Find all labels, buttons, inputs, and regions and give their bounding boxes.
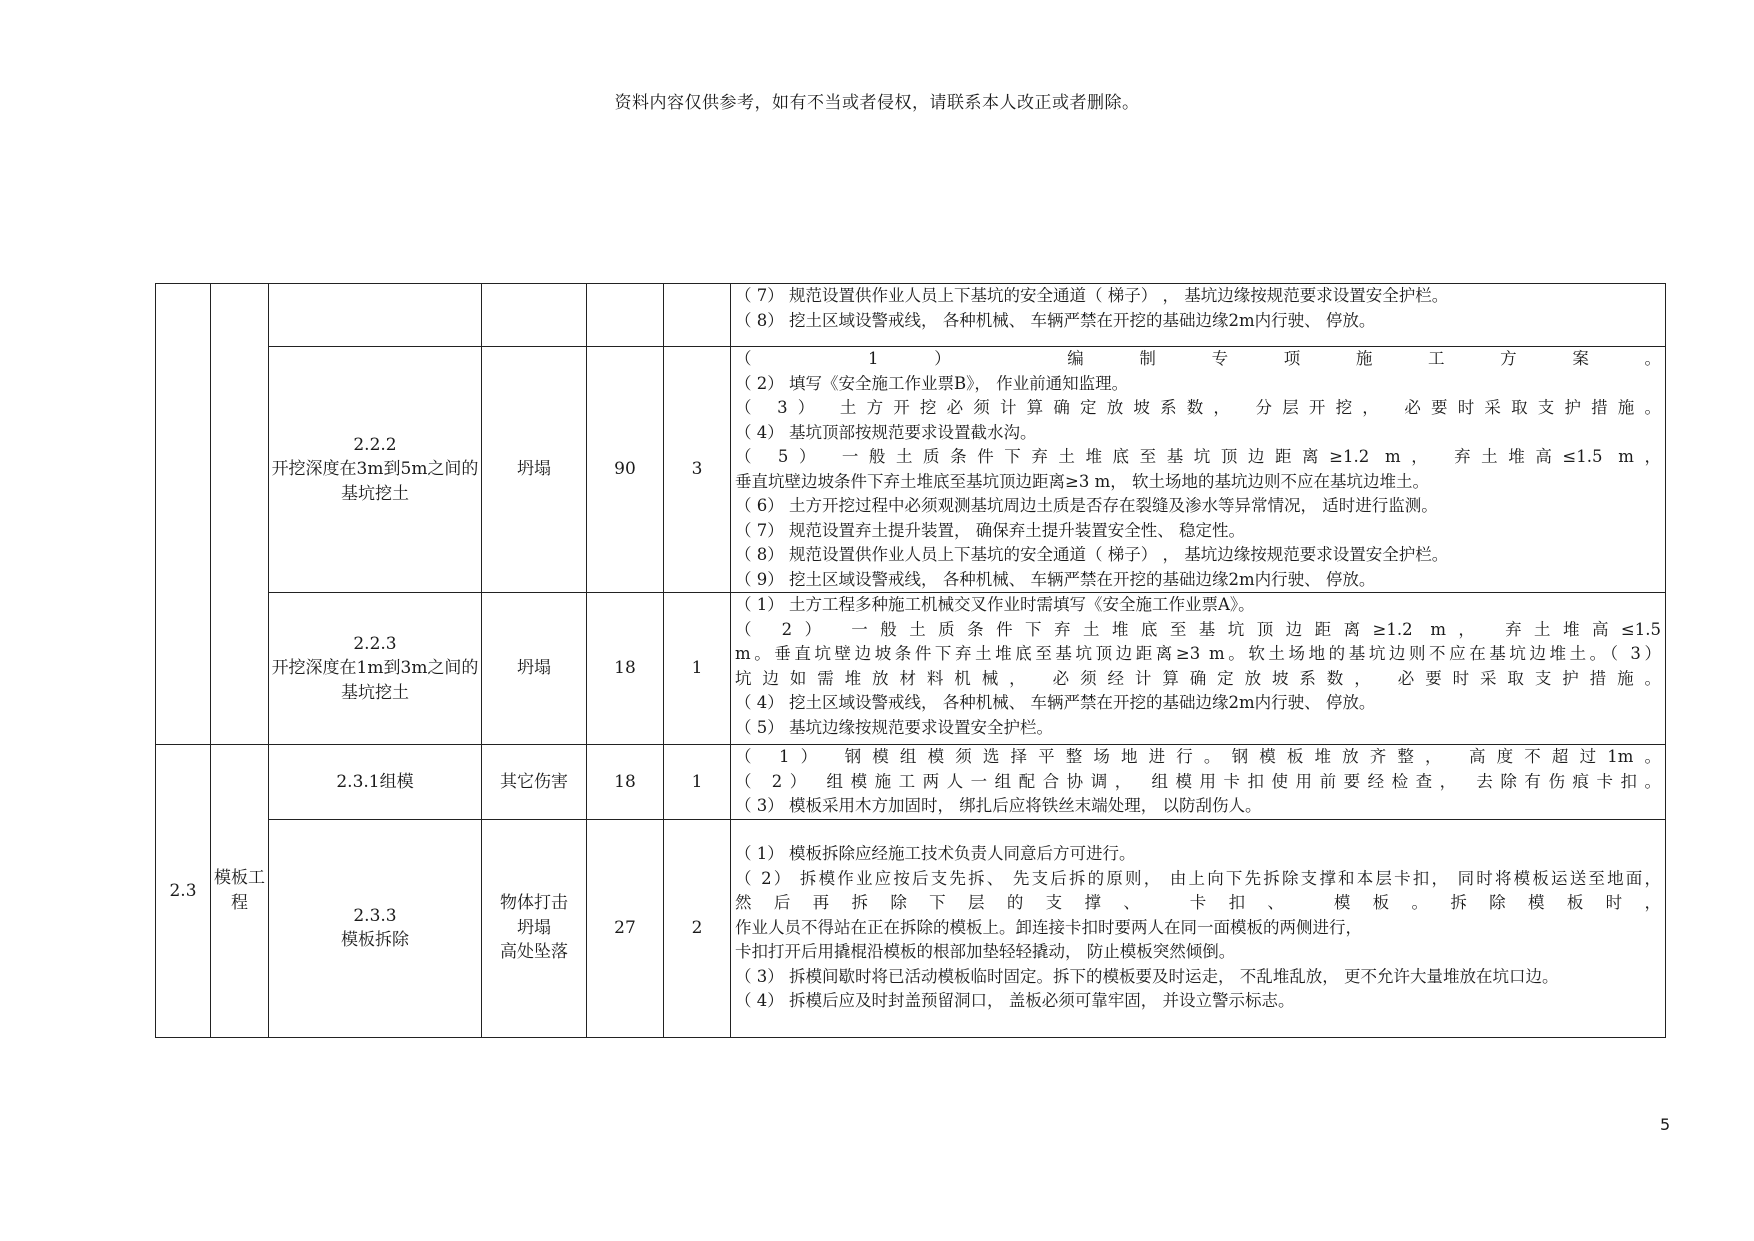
- measure-line: （ 3） 模板采用木方加固时， 绑扎后应将铁丝末端处理， 以防刮伤人。: [735, 796, 1262, 815]
- item-cell: [269, 593, 482, 745]
- measure-line: （ 1） 模板拆除应经施工技术负责人同意后方可进行。: [735, 844, 1136, 864]
- measure-line: （ 4） 挖土区域设警戒线， 各种机械、 车辆严禁在开挖的基础边缘2m内行驶、 停放。: [735, 693, 1376, 712]
- measure-line: （ 4） 基坑顶部按规范要求设置截水沟。: [735, 422, 1037, 442]
- hazard-type: 物体打击: [500, 893, 568, 914]
- item-name: 模板拆除: [341, 930, 409, 950]
- item-code: 2.2.2: [353, 434, 397, 455]
- measure-line: （ 1） 土方工程多种施工机械交叉作业时需填写《安全施工作业票A》。: [735, 595, 1255, 614]
- section-name-cell: [211, 745, 269, 1038]
- item-name: 开挖深度在1m到3m之间的: [271, 658, 479, 679]
- section-name: 模板工: [214, 868, 265, 889]
- measure-line: 坑边如需堆放材料机械， 必须经计算确定放坡系数， 必要时采取支护措施。: [735, 668, 1661, 688]
- page-number: 5: [1660, 1115, 1671, 1134]
- level-cell: 1: [664, 745, 731, 820]
- section-no-cell: 2.3: [156, 745, 211, 1038]
- measure-line: （ 1） 编制专项施工方案。: [735, 349, 1661, 368]
- level-cell: [664, 284, 731, 347]
- measures-cell: [731, 819, 1666, 1037]
- header-note: 资料内容仅供参考，如有不当或者侵权，请联系本人改正或者删除。: [614, 93, 1140, 113]
- item-name: 开挖深度在3m到5m之间的: [271, 459, 479, 480]
- item-cell: [269, 819, 482, 1037]
- hazard-cell: [482, 284, 587, 347]
- measure-line: 卡扣打开后用撬棍沿模板的根部加垫轻轻撬动， 防止模板突然倾倒。: [735, 942, 1236, 962]
- table-row: [156, 284, 1666, 347]
- level-cell: 2: [664, 819, 731, 1037]
- measure-line: （ 9） 挖土区域设警戒线， 各种机械、 车辆严禁在开挖的基础边缘2m内行驶、 停放。: [735, 569, 1376, 589]
- measure-line: （ 8） 规范设置供作业人员上下基坑的安全通道（ 梯子） ， 基坑边缘按规范要求设置安全护栏。: [735, 545, 1449, 564]
- measures-cell: [731, 347, 1666, 593]
- item-cell: [269, 347, 482, 593]
- score-cell: 90: [587, 347, 664, 593]
- hazard-cell: 坍塌: [482, 593, 587, 745]
- measure-line: （ 6） 土方开挖过程中必须观测基坑周边土质是否存在裂缝及渗水等异常情况， 适时进行监测。: [735, 496, 1438, 515]
- level-cell: 1: [664, 593, 731, 745]
- measure-line: （ 2） 组模施工两人一组配合协调， 组模用卡扣使用前要经检查， 去除有伤痕卡扣。: [735, 771, 1661, 791]
- measure-line: m。垂直坑壁边坡条件下弃土堆底至基坑顶边距离≥3 m。软土场地的基坑边则不应在基坑边堆土。（ 3）: [735, 644, 1661, 663]
- item-name: 基坑挖土: [341, 483, 409, 504]
- hazard-cell: [482, 819, 587, 1037]
- item-code: 2.3.3: [353, 905, 397, 926]
- measure-line: （ 2） 拆模作业应按后支先拆、 先支后拆的原则， 由上向下先拆除支撑和本层卡扣， 同时将模板运送至地面，: [735, 868, 1661, 888]
- measure-line: （ 2） 一般土质条件下弃土堆底至基坑顶边距离≥1.2 m， 弃土堆高≤1.5: [735, 619, 1661, 639]
- table-row: [156, 593, 1666, 745]
- measure-line: （ 3） 拆模间歇时将已活动模板临时固定。拆下的模板要及时运走， 不乱堆乱放， 更不允许大量堆放在坑口边。: [735, 966, 1559, 986]
- score-cell: 18: [587, 745, 664, 820]
- measure-line: （ 4） 拆模后应及时封盖预留洞口， 盖板必须可靠牢固， 并设立警示标志。: [735, 991, 1295, 1011]
- section-name: 程: [231, 892, 248, 913]
- hazard-cell: 坍塌: [482, 347, 587, 593]
- item-cell: [269, 284, 482, 347]
- measures-cell: [731, 593, 1666, 745]
- measure-line: （ 5） 基坑边缘按规范要求设置安全护栏。: [735, 717, 1053, 737]
- measure-line: 作业人员不得站在正在拆除的模板上。卸连接卡扣时要两人在同一面模板的两侧进行，: [735, 917, 1362, 937]
- measures-cell: [731, 284, 1666, 347]
- section-no-cell: [156, 284, 211, 745]
- table-row: [156, 819, 1666, 1037]
- score-cell: [587, 284, 664, 347]
- hazard-cell: 其它伤害: [482, 745, 587, 820]
- measure-line: 然后再拆除下层的支撑、 卡扣、 模板。拆除模板时，: [735, 893, 1661, 913]
- hazard-type: 高处坠落: [500, 942, 568, 963]
- item-cell: 2.3.1组模: [269, 745, 482, 820]
- measure-line: 垂直坑壁边坡条件下弃土堆底至基坑顶边距离≥3 m， 软土场地的基坑边则不应在基坑边堆土。: [735, 471, 1429, 491]
- level-cell: 3: [664, 347, 731, 593]
- measure-line: （ 1） 钢模组模须选择平整场地进行。钢模板堆放齐整， 高度不超过1m。: [735, 747, 1661, 766]
- score-cell: 18: [587, 593, 664, 745]
- measure-line: （ 7） 规范设置供作业人员上下基坑的安全通道（ 梯子） ， 基坑边缘按规范要求设置安全护栏。: [735, 286, 1449, 305]
- table-row: [156, 745, 1666, 820]
- section-name-cell: [211, 284, 269, 745]
- measure-line: （ 3） 土方开挖必须计算确定放坡系数， 分层开挖， 必要时采取支护措施。: [735, 398, 1661, 417]
- measure-line: （ 5） 一般土质条件下弃土堆底至基坑顶边距离≥1.2 m， 弃土堆高≤1.5 m，: [735, 447, 1661, 466]
- measure-line: （ 7） 规范设置弃土提升装置， 确保弃土提升装置安全性、 稳定性。: [735, 520, 1245, 540]
- hazard-type: 坍塌: [517, 917, 551, 938]
- risk-assessment-table: [155, 283, 1666, 1038]
- item-code: 2.2.3: [353, 633, 397, 654]
- item-name: 基坑挖土: [341, 682, 409, 703]
- measure-line: （ 2） 填写《安全施工作业票B》， 作业前通知监理。: [735, 373, 1129, 393]
- measures-cell: [731, 745, 1666, 820]
- measure-line: （ 8） 挖土区域设警戒线， 各种机械、 车辆严禁在开挖的基础边缘2m内行驶、 停放。: [735, 310, 1376, 330]
- score-cell: 27: [587, 819, 664, 1037]
- table-row: [156, 347, 1666, 593]
